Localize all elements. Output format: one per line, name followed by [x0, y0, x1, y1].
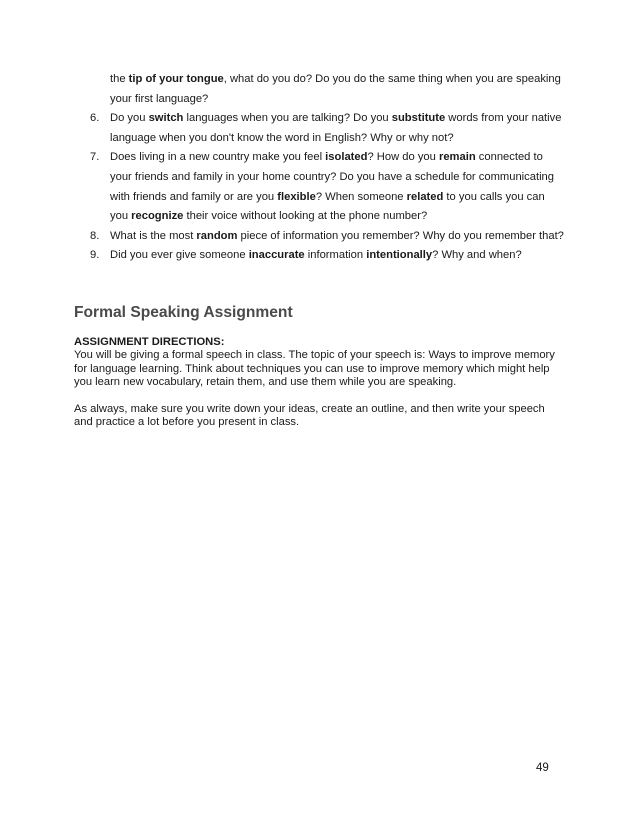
vocab-term: flexible — [277, 190, 316, 203]
assignment-directions — [74, 336, 564, 429]
list-item — [74, 246, 564, 266]
item-number: 9. — [90, 249, 100, 262]
list-item-continuation — [74, 70, 564, 109]
text-run: , what do you do? Do you do the same thing when you are speaking your first language? — [110, 73, 561, 105]
vocab-term: recognize — [131, 210, 184, 223]
item-text: What is the most random piece of information you remember? Why do you remember that? — [110, 229, 564, 242]
list-item — [74, 148, 564, 226]
question-list — [74, 70, 564, 266]
vocab-term: isolated — [325, 151, 368, 164]
item-text: Does living in a new country make you feel isolated? How do you remain connected to your friends and family in your home country? Do you have a schedule for communicating with friends and family or are you flexible? When someone related to you calls you can you recognize their voice without looking at the phone number? — [110, 151, 554, 223]
item-text: Did you ever give someone inaccurate information intentionally? Why and when? — [110, 249, 522, 262]
section-heading: Formal Speaking Assignment — [74, 304, 293, 321]
directions-paragraph-2: As always, make sure you write down your ideas, create an outline, and then write your speech and practice a lot before you present in class. — [74, 402, 545, 429]
item-text: Do you switch languages when you are talking? Do you substitute words from your native language when you don't know the word in English? Why or why not? — [110, 112, 562, 144]
vocab-term: switch — [148, 112, 184, 125]
item-number: 6. — [90, 112, 100, 125]
list-item — [74, 109, 564, 148]
item-number: 7. — [90, 151, 100, 164]
vocab-term: related — [406, 190, 444, 203]
vocab-term: inaccurate — [248, 249, 305, 262]
page-number: 49 — [536, 762, 549, 774]
vocab-term: tip of your tongue — [128, 73, 224, 85]
text-run: the — [110, 73, 129, 85]
vocab-term: random — [196, 229, 238, 242]
list-item — [74, 227, 564, 247]
vocab-term: remain — [438, 151, 476, 164]
vocab-term: substitute — [391, 112, 446, 125]
item-number: 8. — [90, 229, 100, 242]
directions-paragraph: You will be giving a formal speech in class. The topic of your speech is: Ways to improve memory for language learning. Think about techniques you can use to improve memory which might help you learn new vocabulary, retain them, and use them while you are speaking. — [74, 349, 555, 389]
vocab-term: intentionally — [366, 249, 433, 262]
directions-label: ASSIGNMENT DIRECTIONS: — [74, 336, 225, 348]
